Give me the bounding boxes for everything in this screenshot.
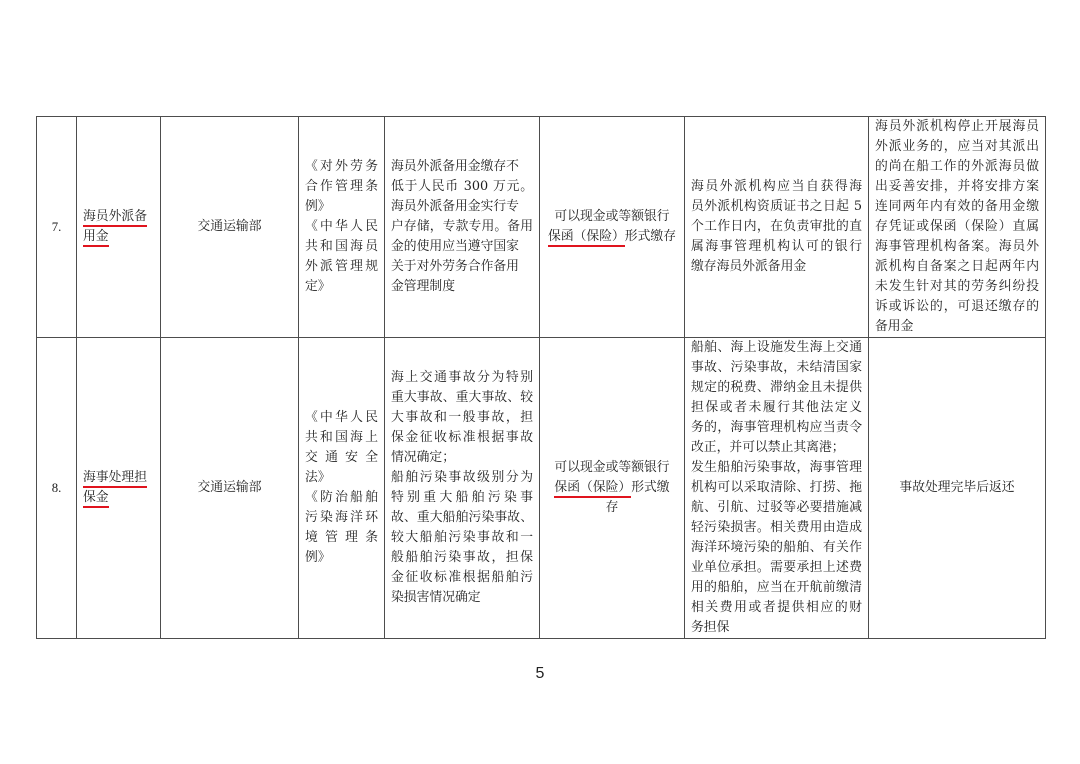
text-line: 大事故和一般事故，担 <box>391 410 533 425</box>
text-line: 定》 <box>305 279 331 294</box>
collection-cell <box>685 117 869 338</box>
red-underlined-text: 保金 <box>83 490 109 508</box>
text-line <box>83 227 154 247</box>
text-line: 存 <box>605 500 619 515</box>
text-line: 金征收标准根据船舶污 <box>391 570 533 585</box>
standard-cell <box>385 338 540 639</box>
text-line: 相关费用或者提供相应的财 <box>691 600 862 615</box>
red-underlined-text: 保函（保险） <box>554 480 631 498</box>
payment-form-cell <box>540 338 685 639</box>
department-cell <box>161 117 299 338</box>
red-underlined-text: 保函（保险） <box>548 229 625 247</box>
cell-text: 交通运输部 <box>197 219 262 234</box>
text-line: 发生船舶污染事故，海事管理 <box>691 460 862 475</box>
text-line: 业单位承担。需要承担上述费 <box>691 560 862 575</box>
text-line: 员外派机构资质证书之日起 5 <box>691 199 862 214</box>
item-name-cell <box>77 117 161 338</box>
text-line: 连同两年内有效的备用金缴 <box>875 199 1039 214</box>
text-line: 属海事管理机构认可的银行 <box>691 239 862 254</box>
text-line: 《中华人民 <box>305 410 378 425</box>
text-line: 备用金 <box>875 319 914 334</box>
text-line: 共和国海上 <box>305 430 378 445</box>
row-number-cell <box>37 117 77 338</box>
refund-cell <box>869 338 1046 639</box>
text-line: 金管理制度 <box>391 279 455 294</box>
table-row <box>37 117 1046 338</box>
text-line: 海洋环境污染的船舶、有关作 <box>691 540 862 555</box>
table-body <box>37 117 1046 639</box>
text-line: 重大事故、重大事故、较 <box>391 390 533 405</box>
department-cell <box>161 338 299 639</box>
text-line: 《防治船舶 <box>305 490 378 505</box>
refund-cell <box>869 117 1046 338</box>
legal-basis-cell <box>299 117 385 338</box>
text-line: 境管理条 <box>305 530 378 545</box>
text-line: 污染海洋环 <box>305 510 378 525</box>
legal-basis-cell <box>299 338 385 639</box>
text-line: 轻污染损害。相关费用由造成 <box>691 520 862 535</box>
text-line <box>83 468 154 488</box>
red-underlined-text: 海员外派备 <box>83 209 147 227</box>
deposit-table <box>36 116 1046 639</box>
text-line <box>83 207 154 227</box>
text-line: 保金征收标准根据事故 <box>391 430 533 445</box>
text-line: 情况确定； <box>391 450 455 465</box>
cell-text: 交通运输部 <box>197 480 262 495</box>
text-line: 航、引航、过驳等必要措施减 <box>691 500 862 515</box>
text-line: 较大船舶污染事故和一 <box>391 530 533 545</box>
payment-form-cell <box>540 117 685 338</box>
text-line: 存凭证或保函（保险）直属 <box>875 219 1039 234</box>
text-line: 染损害情况确定 <box>391 590 481 605</box>
text-line <box>546 478 678 498</box>
text-line <box>83 488 154 508</box>
text-line: 务担保 <box>691 620 730 635</box>
item-name-cell <box>77 338 161 639</box>
text-line: 诉或诉讼的，可退还缴存的 <box>875 299 1039 314</box>
row-number-cell <box>37 338 77 639</box>
text-line: 低于人民币 300 万元。 <box>391 179 533 194</box>
text-line: 共和国海员 <box>305 239 378 254</box>
collection-cell <box>685 338 869 639</box>
cell-text: 7. <box>51 220 62 234</box>
text-line: 缴存海员外派备用金 <box>691 259 807 274</box>
text-line: 法》 <box>305 470 331 485</box>
red-underlined-text: 海事处理担 <box>83 470 147 488</box>
text-line: 的尚在船工作的外派海员做 <box>875 159 1039 174</box>
text-line: 外派业务的，应当对其派出 <box>875 139 1039 154</box>
text-line: 船舶、海上设施发生海上交通 <box>691 340 862 355</box>
text-line: 个工作日内，在负责审批的直 <box>691 219 862 234</box>
text-line: 关于对外劳务合作备用 <box>391 259 519 274</box>
text-line: 用的船舶，应当在开航前缴清 <box>691 580 862 595</box>
text-line: 海员外派机构停止开展海员 <box>875 119 1039 134</box>
table-row <box>37 338 1046 639</box>
text-line: 《对外劳务 <box>305 159 378 174</box>
text-line: 船舶污染事故级别分为 <box>391 470 533 485</box>
text-line: 可以现金或等额银行 <box>554 460 670 475</box>
text-line: 特别重大船舶污染事 <box>391 490 533 505</box>
text-line: 可以现金或等额银行 <box>554 209 670 224</box>
cell-text: 8. <box>51 481 62 495</box>
text-line: 户存储，专款专用。备用 <box>391 219 533 234</box>
cell-text: 事故处理完毕后返还 <box>899 480 1015 495</box>
text-line: 海事管理机构备案。海员外 <box>875 239 1039 254</box>
text-line: 改正，并可以禁止其离港； <box>691 440 845 455</box>
text-line: 机构可以采取清除、打捞、拖 <box>691 480 862 495</box>
text-line: 交通安全 <box>305 450 378 465</box>
text-line: 合作管理条 <box>305 179 378 194</box>
text-line: 海上交通事故分为特别 <box>391 370 533 385</box>
page-number: 5 <box>535 665 545 682</box>
text-segment: 形式缴存 <box>624 229 676 244</box>
text-line: 派机构自备案之日起两年内 <box>875 259 1039 274</box>
text-line: 故、重大船舶污染事故、 <box>391 510 533 525</box>
red-underlined-text: 用金 <box>83 229 109 247</box>
text-line <box>546 227 678 247</box>
text-line: 规定的税费、滞纳金且未提供 <box>691 380 862 395</box>
text-line: 金的使用应当遵守国家 <box>391 239 519 254</box>
standard-cell <box>385 117 540 338</box>
text-line: 例》 <box>305 199 331 214</box>
text-line: 般船舶污染事故，担保 <box>391 550 533 565</box>
text-segment: 形式缴 <box>631 480 670 495</box>
text-line: 《中华人民 <box>305 219 378 234</box>
text-line: 务的，海事管理机构应当责令 <box>691 420 862 435</box>
text-line: 海员外派备用金缴存不 <box>391 159 519 174</box>
text-line: 担保或者未履行其他法定义 <box>691 400 862 415</box>
text-line: 外派管理规 <box>305 259 378 274</box>
text-line: 海员外派备用金实行专 <box>391 199 519 214</box>
text-line: 例》 <box>305 550 331 565</box>
text-line: 出妥善安排，并将安排方案 <box>875 179 1039 194</box>
text-line: 未发生针对其的劳务纠纷投 <box>875 279 1039 294</box>
text-line: 事故、污染事故，未结清国家 <box>691 360 862 375</box>
text-line: 海员外派机构应当自获得海 <box>691 179 862 194</box>
